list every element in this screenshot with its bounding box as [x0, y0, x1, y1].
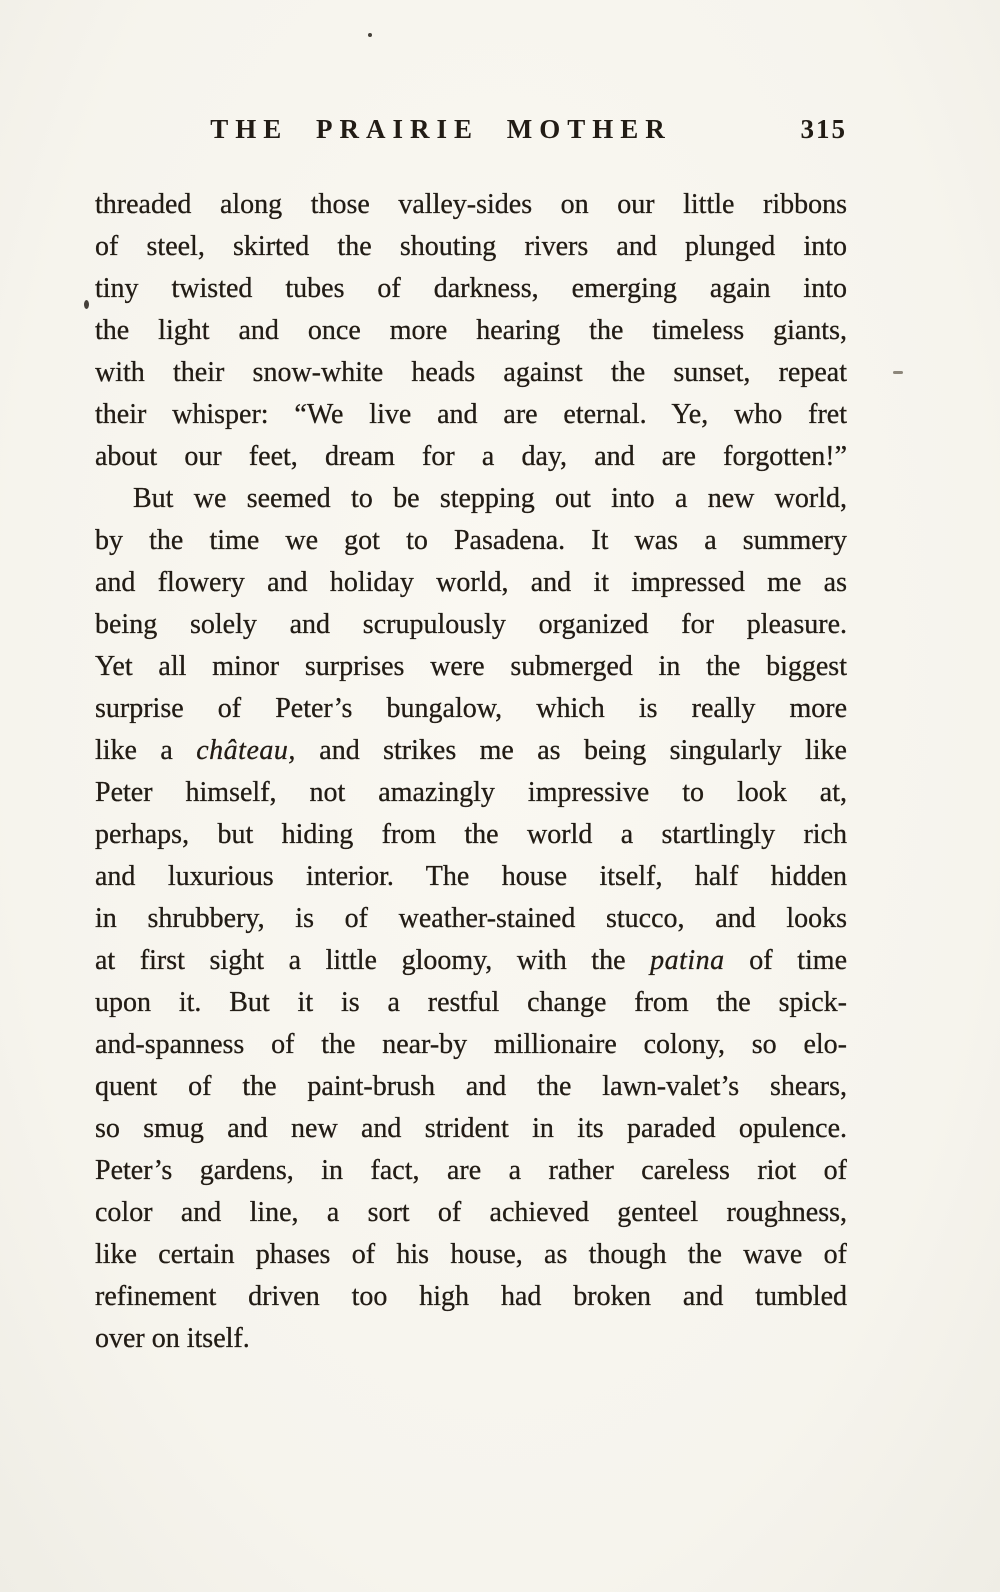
text-line — [95, 604, 847, 646]
text-run: like certain phases of his house, as though the wave of — [95, 1239, 847, 1270]
text-line — [95, 1066, 847, 1108]
text-run: surprise of Peter’s bungalow, which is really more — [95, 693, 847, 724]
text-run: and flowery and holiday world, and it impressed me as — [95, 567, 847, 598]
page-header — [95, 114, 847, 152]
text-line — [95, 436, 847, 478]
text-run: color and line, a sort of achieved genteel roughness, — [95, 1197, 847, 1228]
text-line — [95, 1108, 847, 1150]
text-line — [95, 226, 847, 268]
text-line — [95, 646, 847, 688]
text-line — [95, 184, 847, 226]
text-run: their whisper: “We live and are eternal. Ye, who fret — [95, 399, 847, 430]
text-line — [95, 688, 847, 730]
text-line — [95, 352, 847, 394]
scan-speck — [368, 33, 372, 37]
scan-speck — [893, 371, 903, 374]
text-run: Peter’s gardens, in fact, are a rather careless riot of — [95, 1155, 847, 1186]
text-run: of time — [724, 945, 847, 976]
text-run: at first sight a little gloomy, with the — [95, 945, 651, 976]
text-run: like a — [95, 735, 197, 766]
text-line — [95, 1234, 847, 1276]
text-run: But we seemed to be stepping out into a new world, — [133, 483, 847, 514]
text-line — [95, 772, 847, 814]
text-run: the light and once more hearing the timeless giants, — [95, 315, 847, 346]
scan-speck — [84, 300, 89, 309]
text-line — [95, 1318, 847, 1360]
text-line — [95, 1192, 847, 1234]
text-run: of steel, skirted the shouting rivers and plunged into — [95, 231, 847, 262]
text-line — [95, 730, 847, 772]
text-line — [95, 982, 847, 1024]
text-run: so smug and new and strident in its paraded opulence. — [95, 1113, 847, 1144]
text-line — [95, 394, 847, 436]
text-run: threaded along those valley-sides on our little ribbons — [95, 189, 847, 220]
text-run: Yet all minor surprises were submerged in the biggest — [95, 651, 847, 682]
text-run: quent of the paint-brush and the lawn-valet’s shears, — [95, 1071, 847, 1102]
text-run: and-spanness of the near-by millionaire colony, so elo- — [95, 1029, 847, 1060]
text-run: being solely and scrupulously organized for pleasure. — [95, 609, 847, 640]
text-run: in shrubbery, is of weather-stained stucco, and looks — [95, 903, 847, 934]
text-line — [95, 1276, 847, 1318]
text-run: by the time we got to Pasadena. It was a summery — [95, 525, 847, 556]
page-body — [95, 184, 847, 1360]
page-number: 315 — [800, 114, 847, 144]
text-run: Peter himself, not amazingly impressive to look at, — [95, 777, 847, 808]
text-run: and strikes me as being singularly like — [295, 735, 847, 766]
text-line — [95, 310, 847, 352]
text-run: and luxurious interior. The house itself, half hidden — [95, 861, 847, 892]
text-run: with their snow-white heads against the sunset, repeat — [95, 357, 847, 388]
text-line — [95, 562, 847, 604]
text-run: perhaps, but hiding from the world a startlingly rich — [95, 819, 847, 850]
text-line — [95, 940, 847, 982]
text-line — [95, 856, 847, 898]
text-run: over on itself. — [95, 1323, 250, 1354]
text-run: refinement driven too high had broken and tumbled — [95, 1281, 847, 1312]
text-line — [95, 1150, 847, 1192]
text-line — [95, 478, 847, 520]
text-run: upon it. But it is a restful change from the spick- — [95, 987, 847, 1018]
text-line — [95, 268, 847, 310]
text-line — [95, 520, 847, 562]
text-run: about our feet, dream for a day, and are forgotten!” — [95, 441, 847, 472]
text-run: tiny twisted tubes of darkness, emerging again into — [95, 273, 847, 304]
text-line — [95, 814, 847, 856]
running-title: THE PRAIRIE MOTHER — [210, 114, 672, 144]
text-line — [95, 898, 847, 940]
italic-text-run: patina — [650, 945, 725, 976]
text-line — [95, 1024, 847, 1066]
italic-text-run: château, — [196, 735, 296, 766]
